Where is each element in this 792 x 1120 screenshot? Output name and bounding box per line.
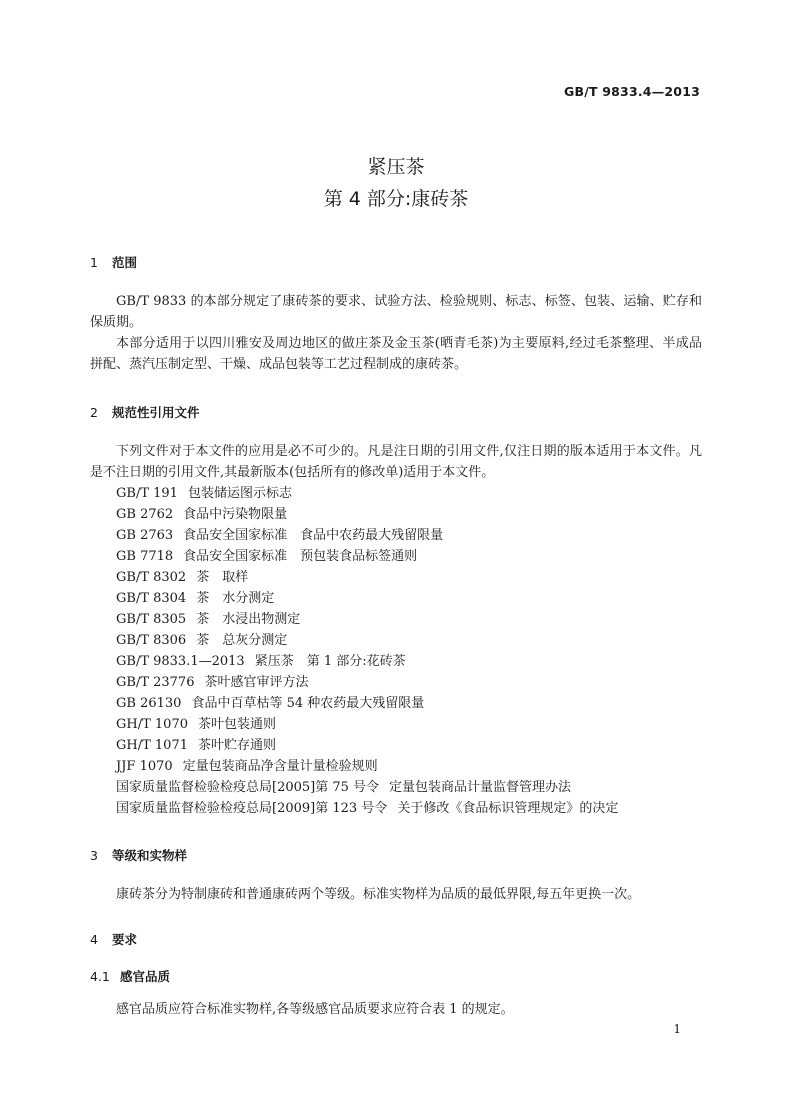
reference-item: [116, 483, 618, 504]
reference-title: 定量包装商品计量监督管理办法: [389, 780, 572, 795]
reference-code: GB 26130: [116, 696, 182, 711]
reference-item: [116, 525, 618, 546]
reference-title: 茶 水分测定: [196, 591, 275, 606]
section-title: 要求: [112, 932, 138, 947]
reference-code: GH/T 1070: [116, 717, 188, 732]
reference-item: [116, 630, 618, 651]
reference-code: JJF 1070: [116, 759, 173, 774]
subsection-number: 4.1: [90, 969, 110, 984]
subsection-title: 感官品质: [120, 969, 171, 984]
reference-code: GB/T 23776: [116, 675, 195, 690]
reference-item: [116, 504, 618, 525]
standard-code: GB/T 9833.4—2013: [564, 84, 700, 99]
reference-item: [116, 693, 618, 714]
reference-item: [116, 714, 618, 735]
reference-item: [116, 756, 618, 777]
reference-title: 包装储运图示标志: [187, 486, 292, 501]
reference-code: GB 7718: [116, 549, 174, 564]
reference-list: [116, 483, 618, 819]
reference-title: 茶叶包装通则: [198, 717, 277, 732]
reference-code: GB/T 8305: [116, 612, 187, 627]
section-heading-scope: [90, 253, 137, 271]
section-number: 2: [90, 405, 98, 420]
scope-paragraph-1: GB/T 9833 的本部分规定了康砖茶的要求、试验方法、检验规则、标志、标签、包装、运输、贮存和保质期。: [90, 294, 702, 330]
reference-code: GB/T 8302: [116, 570, 187, 585]
reference-title: 茶 水浸出物测定: [196, 612, 301, 627]
section-number: 3: [90, 848, 98, 863]
section-heading-requirements: [90, 930, 137, 948]
reference-title: 定量包装商品净含量计量检验规则: [182, 759, 378, 774]
reference-code: GB/T 8306: [116, 633, 187, 648]
reference-item: [116, 546, 618, 567]
section-heading-normative-references: [90, 403, 200, 421]
document-subtitle: 第 4 部分:康砖茶: [323, 188, 469, 210]
section-title: 范围: [112, 255, 138, 270]
reference-item: [116, 609, 618, 630]
grades-paragraph: 康砖茶分为特制康砖和普通康砖两个等级。标准实物样为品质的最低界限,每五年更换一次。: [116, 887, 641, 902]
section-title: 规范性引用文件: [112, 405, 200, 420]
reference-title: 紧压茶 第 1 部分:花砖茶: [254, 654, 406, 669]
section-number: 4: [90, 932, 98, 947]
reference-code: 国家质量监督检验检疫总局[2005]第 75 号令: [116, 780, 380, 795]
document-title: 紧压茶: [367, 156, 425, 178]
reference-code: GB/T 8304: [116, 591, 187, 606]
reference-title: 食品中百草枯等 54 种农药最大残留限量: [191, 696, 425, 711]
section-heading-grades: [90, 846, 187, 864]
reference-code: GH/T 1071: [116, 738, 188, 753]
reference-title: 食品中污染物限量: [183, 507, 288, 522]
references-intro: 下列文件对于本文件的应用是必不可少的。凡是注日期的引用文件,仅注日期的版本适用于本文件。凡是不注日期的引用文件,其最新版本(包括所有的修改单)适用于本文件。: [90, 444, 702, 480]
reference-title: 茶 取样: [196, 570, 249, 585]
reference-code: GB 2763: [116, 528, 174, 543]
scope-paragraph-2: 本部分适用于以四川雅安及周边地区的做庄茶及金玉茶(晒青毛茶)为主要原料,经过毛茶整理、半成品拼配、蒸汽压制定型、干燥、成品包装等工艺过程制成的康砖茶。: [90, 336, 702, 372]
reference-code: GB/T 9833.1—2013: [116, 654, 245, 669]
reference-item: [116, 651, 618, 672]
section-number: 1: [90, 255, 98, 270]
reference-item: [116, 672, 618, 693]
page-number: 1: [673, 1022, 681, 1036]
reference-title: 茶叶感官审评方法: [204, 675, 309, 690]
reference-code: GB/T 191: [116, 486, 178, 501]
sensory-quality-paragraph: 感官品质应符合标准实物样,各等级感官品质要求应符合表 1 的规定。: [116, 1002, 514, 1017]
reference-title: 茶叶贮存通则: [198, 738, 277, 753]
reference-code: 国家质量监督检验检疫总局[2009]第 123 号令: [116, 801, 388, 816]
subsection-heading-sensory-quality: [90, 967, 170, 985]
reference-item: [116, 735, 618, 756]
reference-title: 关于修改《食品标识管理规定》的决定: [397, 801, 619, 816]
reference-title: 食品安全国家标准 预包装食品标签通则: [183, 549, 418, 564]
reference-title: 茶 总灰分测定: [196, 633, 288, 648]
reference-item: [116, 588, 618, 609]
reference-item: [116, 777, 618, 798]
reference-item: [116, 798, 618, 819]
reference-item: [116, 567, 618, 588]
section-title: 等级和实物样: [112, 848, 188, 863]
reference-code: GB 2762: [116, 507, 174, 522]
reference-title: 食品安全国家标准 食品中农药最大残留限量: [183, 528, 444, 543]
